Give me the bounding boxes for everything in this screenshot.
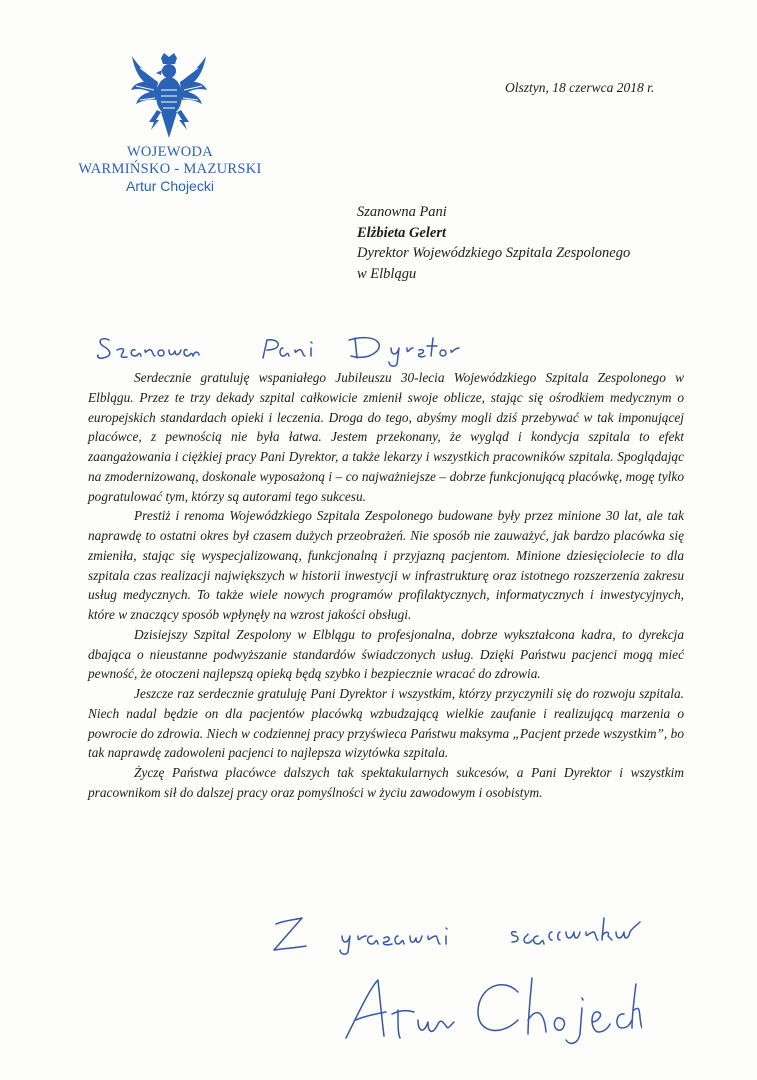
letter-body: [88, 368, 684, 803]
recipient-title: Dyrektor Wojewódzkiego Szpitala Zespolonego: [357, 245, 631, 261]
recipient-salutation: Szanowna Pani: [357, 204, 447, 220]
office-title-line1: WOJEWODA: [126, 144, 214, 160]
office-holder-name: Artur Chojecki: [126, 178, 214, 194]
recipient-address: [357, 202, 630, 284]
body-paragraph-3: Dzisiejszy Szpital Zespolony w Elblągu to profesjonalna, dobrze wykształcona kadra, to dyrekcja dbająca o nieustanne podwyższanie standardów świadczonych usług. Dzięki Państwu pacjenci mogą mieć pewność, że otoczeni najlepszą opieką będą szybko i bezpiecznie wracać do zdrowia.: [88, 626, 684, 682]
office-title-line2: WARMIŃSKO - MAZURSKI: [78, 161, 262, 177]
handwritten-greeting: [95, 328, 465, 368]
recipient-city: w Elblągu: [357, 265, 417, 282]
polish-eagle-emblem-icon: [128, 52, 210, 140]
body-paragraph-1: Serdecznie gratuluję wspaniałego Jubileuszu 30-lecia Wojewódzkiego Szpitala Zespolonego w Elblągu. Przez te trzy dekady szpital całkowicie zmienił swoje oblicze, stając się ośrodkiem medycznym o europejskich standardach opieki i leczenia. Droga do tego, abyśmy mogli dziś przebywać w tak imponującej placówce, z pewnością nie była łatwa. Jestem przekonany, że wygląd i kondycja szpitala to efekt zaangażowania i ciężkiej pracy Pani Dyrektor, a także lekarzy i wszystkich pracowników szpitala. Spoglądając na zmodernizowaną, doskonale wyposażoną i – co najważniejsze – dobrze funkcjonującą placówkę, mogę tylko pogratulować tym, którzy są autorami tego sukcesu.: [88, 370, 684, 504]
handwritten-signature: [342, 970, 642, 1050]
body-paragraph-2: Prestiż i renoma Wojewódzkiego Szpitala Zespolonego budowane były przez minione 30 lat, ale tak naprawdę to ostatni okres był czasem dużych przeobrażeń. Nie sposób nie zauważyć, jak bardzo placówka się zmieniła, stając się wyspecjalizowaną, funkcjonalną i przyjazną pacjentom. Minione dziesięciolecie to dla szpitala czas realizacji największych w historii inwestycji w infrastrukturę oraz istotnego rozszerzenia zakresu usług medycznych. To także wiele nowych programów profilaktycznych, informatycznych i inwestycyjnych, które w znaczący sposób wpłynęły na wzrost jakości obsługi.: [88, 508, 684, 622]
letter-date: Olsztyn, 18 czerwca 2018 r.: [505, 80, 655, 95]
handwritten-closing: [266, 908, 666, 958]
body-paragraph-4: Jeszcze raz serdecznie gratuluję Pani Dyrektor i wszystkim, którzy przyczynili się do rozwoju szpitala. Niech nadal będzie on dla pacjentów placówką wzbudzającą wielkie zaufanie i realizującą marzenia o powrocie do zdrowia. Niech w codziennej pracy przyświeca Państwu maksyma „Pacjent przede wszystkim”, bo tak naprawdę zadowoleni pacjenci to najlepsza wizytówka szpitala.: [88, 686, 684, 761]
office-header: [40, 144, 300, 195]
body-paragraph-5: Życzę Państwa placówce dalszych tak spektakularnych sukcesów, a Pani Dyrektor i wszystkim pracownikom sił do dalszej pracy oraz pomyślności w życiu zawodowym i osobistym.: [88, 765, 684, 800]
recipient-name: Elżbieta Gelert: [357, 224, 447, 241]
